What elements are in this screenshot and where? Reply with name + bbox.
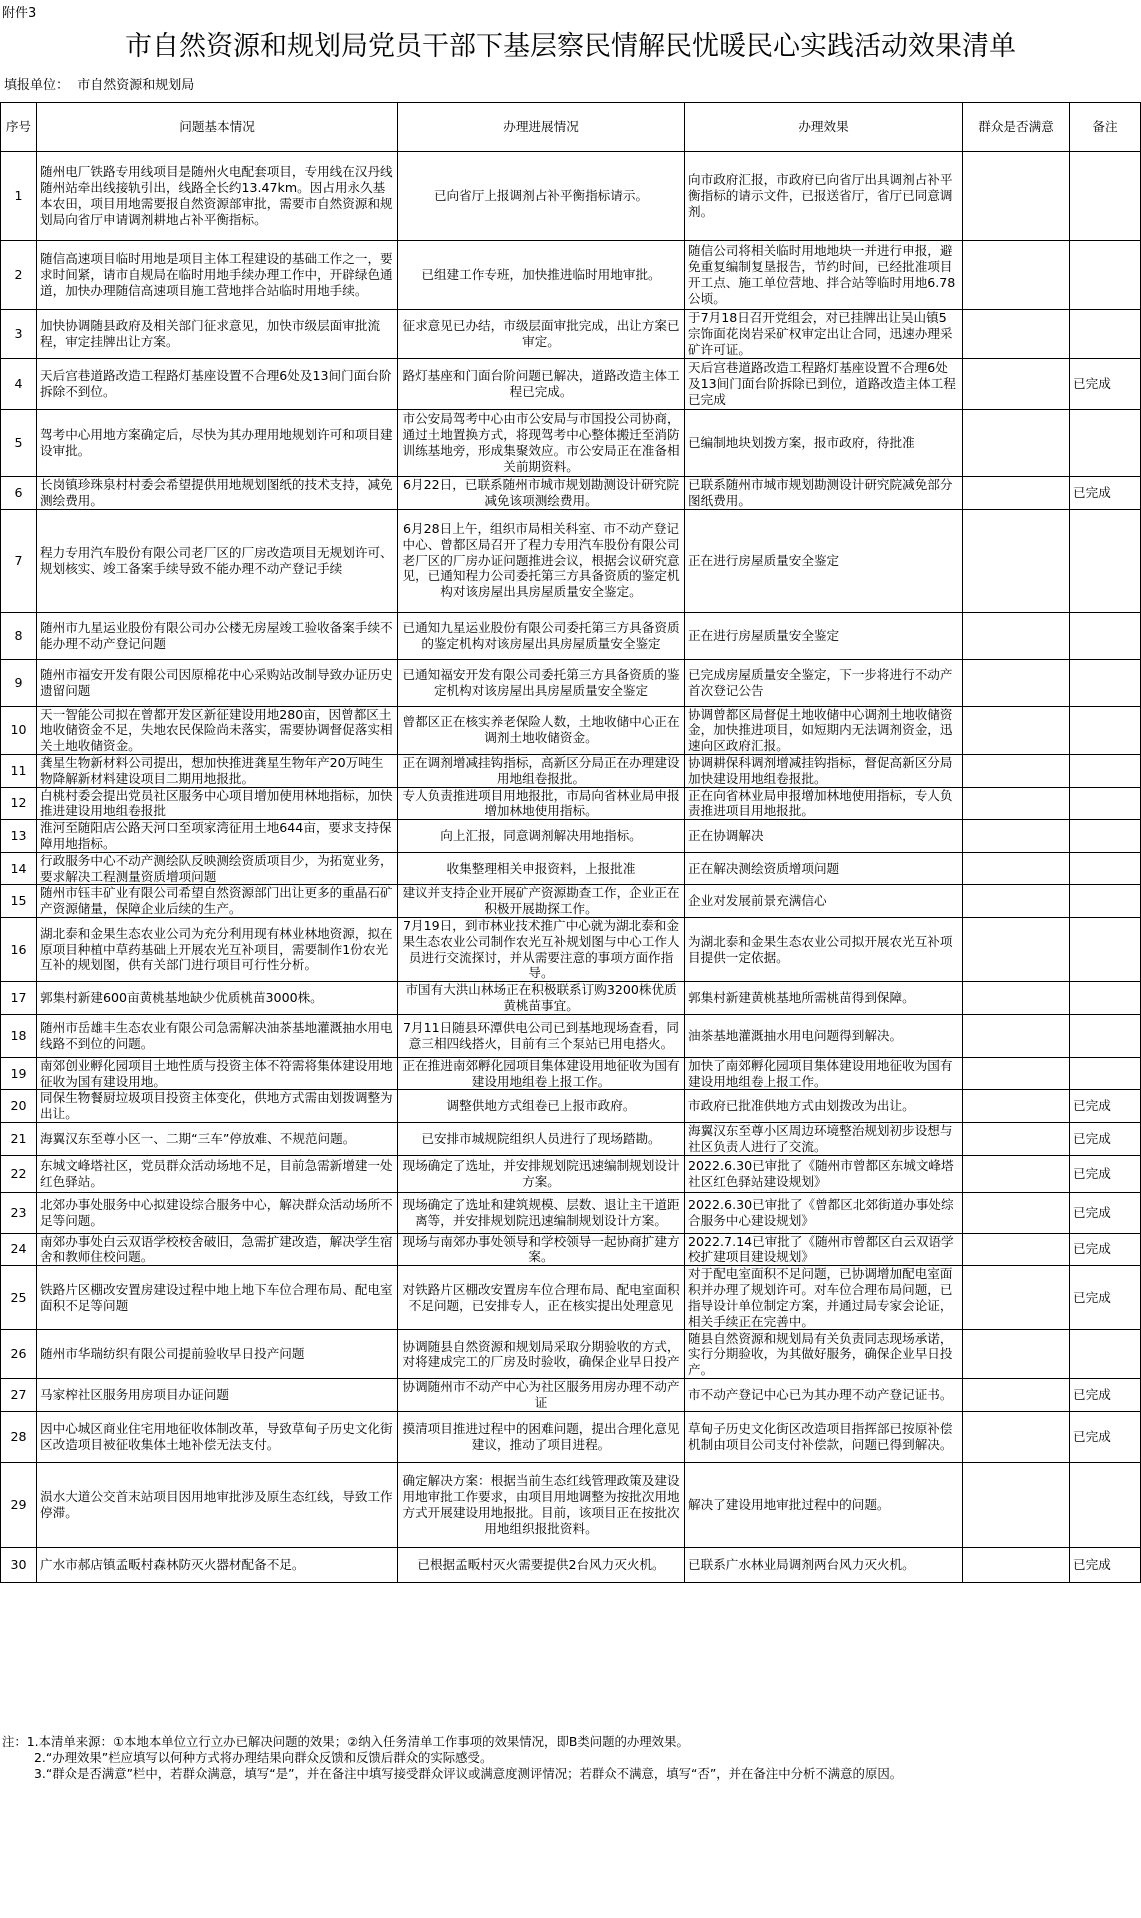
row-effect: 草甸子历史文化街区改造项目指挥部已按原补偿机制由项目公司支付补偿款，问题已得到解决。 — [685, 1411, 963, 1462]
row-no: 9 — [1, 659, 37, 706]
header-effect: 办理效果 — [685, 103, 963, 152]
row-satisfied — [963, 982, 1070, 1015]
row-effect: 正在解决测绘资质增项问题 — [685, 852, 963, 885]
row-no: 10 — [1, 706, 37, 754]
row-satisfied — [963, 359, 1070, 410]
row-no: 2 — [1, 241, 37, 310]
row-progress: 已通知福安开发有限公司委托第三方具备资质的鉴定机构对该房屋出具房屋质量安全鉴定 — [398, 659, 685, 706]
row-satisfied — [963, 1090, 1070, 1123]
row-satisfied — [963, 1411, 1070, 1462]
row-no: 11 — [1, 754, 37, 787]
row-issue: 驾考中心用地方案确定后，尽快为其办理用地规划许可和项目建设审批。 — [37, 410, 398, 477]
row-satisfied — [963, 706, 1070, 754]
row-progress: 已根据孟畈村灭火需要提供2台风力灭火机。 — [398, 1547, 685, 1582]
row-remark — [1070, 1014, 1141, 1057]
row-remark — [1070, 787, 1141, 820]
row-effect: 解决了建设用地审批过程中的问题。 — [685, 1462, 963, 1547]
table-row — [1, 1057, 1141, 1090]
row-effect: 随信公司将相关临时用地地块一并进行申报，避免重复编制复垦报告，节约时间，已经批准项目开工点、施工单位营地、拌合站等临时用地6.78公顷。 — [685, 241, 963, 310]
row-no: 12 — [1, 787, 37, 820]
row-no: 14 — [1, 852, 37, 885]
row-issue: 程力专用汽车股份有限公司老厂区的厂房改造项目无规划许可、规划核实、竣工备案手续导致不能办理不动产登记手续 — [37, 509, 398, 612]
table-row — [1, 1192, 1141, 1233]
row-effect: 为湖北泰和金果生态农业公司拟开展农光互补项目提供一定依据。 — [685, 917, 963, 981]
table-row — [1, 359, 1141, 410]
row-remark — [1070, 917, 1141, 981]
row-no: 19 — [1, 1057, 37, 1090]
effect-table — [0, 102, 1141, 1583]
table-row — [1, 1014, 1141, 1057]
row-progress: 调整供地方式组卷已上报市政府。 — [398, 1090, 685, 1123]
row-effect: 2022.7.14已审批了《随州市曾都区白云双语学校扩建项目建设规划》 — [685, 1233, 963, 1266]
row-effect: 加快了南郊孵化园项目集体建设用地征收为国有建设用地组卷上报工作。 — [685, 1057, 963, 1090]
row-remark — [1070, 982, 1141, 1015]
row-satisfied — [963, 1330, 1070, 1379]
row-remark — [1070, 509, 1141, 612]
row-progress: 协调随县自然资源和规划局采取分期验收的方式，对将建成完工的厂房及时验收，确保企业早日投产 — [398, 1330, 685, 1379]
row-progress: 现场确定了选址，并安排规划院迅速编制规划设计方案。 — [398, 1155, 685, 1192]
table-row — [1, 885, 1141, 918]
row-satisfied — [963, 1057, 1070, 1090]
row-remark — [1070, 885, 1141, 918]
row-no: 17 — [1, 982, 37, 1015]
footnote: 3.“群众是否满意”栏中，若群众满意，填写“是”，并在备注中填写接受群众评议或满意度测评情况；若群众不满意，填写“否”，并在备注中分析不满意的原因。 — [34, 1766, 903, 1781]
table-row — [1, 1330, 1141, 1379]
table-row — [1, 1155, 1141, 1192]
row-issue: 随信高速项目临时用地是项目主体工程建设的基础工作之一，要求时间紧，请市自规局在临时用地手续办理工作中，开辟绿色通道，加快办理随信高速项目施工营地拌合站临时用地手续。 — [37, 241, 398, 310]
row-progress: 协调随州市不动产中心为社区服务用房办理不动产证 — [398, 1379, 685, 1412]
row-progress: 征求意见已办结，市级层面审批完成，出让方案已审定。 — [398, 310, 685, 359]
row-progress: 6月22日，已联系随州市城市规划勘测设计研究院减免该项测绘费用。 — [398, 477, 685, 510]
row-no: 8 — [1, 612, 37, 659]
footnote: 注：1.本清单来源：①本地本单位立行立办已解决问题的效果；②纳入任务清单工作事项的效果情况，即B类问题的办理效果。 — [2, 1734, 689, 1749]
row-remark — [1070, 241, 1141, 310]
row-progress: 6月28日上午，组织市局相关科室、市不动产登记中心、曾都区局召开了程力专用汽车股份有限公司老厂区的厂房办证问题推进会议，根据会议研究意见，已通知程力公司委托第三方具备资质的鉴定机构对该房屋出具房屋质量安全鉴定。 — [398, 509, 685, 612]
row-satisfied — [963, 659, 1070, 706]
row-issue: 郭集村新建600亩黄桃基地缺少优质桃苗3000株。 — [37, 982, 398, 1015]
row-satisfied — [963, 1233, 1070, 1266]
row-satisfied — [963, 410, 1070, 477]
row-remark — [1070, 659, 1141, 706]
row-satisfied — [963, 612, 1070, 659]
row-progress: 市国有大洪山林场正在积极联系订购3200株优质黄桃苗事宜。 — [398, 982, 685, 1015]
row-no: 26 — [1, 1330, 37, 1379]
row-progress: 已向省厅上报调剂占补平衡指标请示。 — [398, 152, 685, 241]
row-no: 30 — [1, 1547, 37, 1582]
row-effect: 2022.6.30已审批了《随州市曾都区东城文峰塔社区红色驿站建设规划》 — [685, 1155, 963, 1192]
row-satisfied — [963, 310, 1070, 359]
row-no: 6 — [1, 477, 37, 510]
row-progress: 市公安局驾考中心由市公安局与市国投公司协商，通过土地置换方式，将现驾考中心整体搬迁至消防训练基地旁，形成集聚效应。市公安局正在准备相关前期资料。 — [398, 410, 685, 477]
row-no: 20 — [1, 1090, 37, 1123]
row-no: 27 — [1, 1379, 37, 1412]
row-satisfied — [963, 477, 1070, 510]
row-remark: 已完成 — [1070, 1192, 1141, 1233]
table-row — [1, 706, 1141, 754]
row-satisfied — [963, 1266, 1070, 1330]
table-row — [1, 1462, 1141, 1547]
table-body — [1, 152, 1141, 1583]
table-row — [1, 241, 1141, 310]
row-no: 29 — [1, 1462, 37, 1547]
table-row — [1, 982, 1141, 1015]
row-satisfied — [963, 1155, 1070, 1192]
row-remark — [1070, 706, 1141, 754]
row-progress: 确定解决方案：根据当前生态红线管理政策及建设用地审批工作要求，由项目用地调整为按批次用地方式开展建设用地报批。目前，该项目正在按批次用地组织报批资料。 — [398, 1462, 685, 1547]
row-remark — [1070, 410, 1141, 477]
row-satisfied — [963, 1547, 1070, 1582]
header-satisfied: 群众是否满意 — [963, 103, 1070, 152]
row-remark: 已完成 — [1070, 1122, 1141, 1155]
header-issue: 问题基本情况 — [37, 103, 398, 152]
row-effect: 郭集村新建黄桃基地所需桃苗得到保障。 — [685, 982, 963, 1015]
row-remark — [1070, 820, 1141, 853]
row-effect: 市政府已批准供地方式由划拨改为出让。 — [685, 1090, 963, 1123]
row-effect: 向市政府汇报，市政府已向省厅出具调剂占补平衡指标的请示文件，已报送省厅，省厅已同意调剂。 — [685, 152, 963, 241]
row-issue: 涢水大道公交首末站项目因用地审批涉及原生态红线，导致工作停滞。 — [37, 1462, 398, 1547]
row-effect: 海翼汉东至尊小区周边环境整治规划初步设想与社区负责人进行了交流。 — [685, 1122, 963, 1155]
row-progress: 现场确定了选址和建筑规模、层数、退让主干道距离等，并安排规划院迅速编制规划设计方案。 — [398, 1192, 685, 1233]
row-progress: 向上汇报，同意调剂解决用地指标。 — [398, 820, 685, 853]
row-issue: 随州市福安开发有限公司因原棉花中心采购站改制导致办证历史遗留问题 — [37, 659, 398, 706]
row-satisfied — [963, 241, 1070, 310]
row-satisfied — [963, 1014, 1070, 1057]
row-issue: 长岗镇珍珠泉村村委会希望提供用地规划图纸的技术支持，减免测绘费用。 — [37, 477, 398, 510]
row-issue: 天后宫巷道路改造工程路灯基座设置不合理6处及13间门面台阶拆除不到位。 — [37, 359, 398, 410]
table-row — [1, 509, 1141, 612]
row-remark: 已完成 — [1070, 1233, 1141, 1266]
table-row — [1, 612, 1141, 659]
table-row — [1, 754, 1141, 787]
row-no: 3 — [1, 310, 37, 359]
row-effect: 正在协调解决 — [685, 820, 963, 853]
row-issue: 随州电厂铁路专用线项目是随州火电配套项目，专用线在汉丹线随州站牵出线接轨引出，线路全长约13.47km。因占用永久基本农田，项目用地需要报自然资源部审批，需要市自然资源和规划局向省厅申请调剂耕地占补平衡指标。 — [37, 152, 398, 241]
row-progress: 7月19日，到市林业技术推广中心就为湖北泰和金果生态农业公司制作农光互补规划图与中心工作人员进行交流探讨，并从需要注意的事项方面作指导。 — [398, 917, 685, 981]
row-remark — [1070, 754, 1141, 787]
row-effect: 已编制地块划拨方案，报市政府，待批准 — [685, 410, 963, 477]
row-progress: 专人负责推进项目用地报批，市局向省林业局申报增加林地使用指标。 — [398, 787, 685, 820]
row-satisfied — [963, 1192, 1070, 1233]
row-remark — [1070, 1330, 1141, 1379]
table-row — [1, 1266, 1141, 1330]
row-effect: 2022.6.30已审批了《曾都区北郊街道办事处综合服务中心建设规划》 — [685, 1192, 963, 1233]
row-satisfied — [963, 885, 1070, 918]
row-remark: 已完成 — [1070, 359, 1141, 410]
row-progress: 正在推进南郊孵化园项目集体建设用地征收为国有建设用地组卷上报工作。 — [398, 1057, 685, 1090]
row-remark — [1070, 852, 1141, 885]
row-effect: 已完成房屋质量安全鉴定，下一步将进行不动产首次登记公告 — [685, 659, 963, 706]
row-progress: 已组建工作专班，加快推进临时用地审批。 — [398, 241, 685, 310]
row-issue: 铁路片区棚改安置房建设过程中地上地下车位合理布局、配电室面积不足等问题 — [37, 1266, 398, 1330]
row-issue: 随州市九星运业股份有限公司办公楼无房屋竣工验收备案手续不能办理不动产登记问题 — [37, 612, 398, 659]
row-progress: 摸清项目推进过程中的困难问题，提出合理化意见建议，推动了项目进程。 — [398, 1411, 685, 1462]
row-issue: 马家榨社区服务用房项目办证问题 — [37, 1379, 398, 1412]
unit-label: 填报单位： — [4, 78, 70, 93]
row-no: 21 — [1, 1122, 37, 1155]
row-no: 18 — [1, 1014, 37, 1057]
row-no: 15 — [1, 885, 37, 918]
row-issue: 龚星生物新材料公司提出，想加快推进龚星生物年产20万吨生物降解新材料建设项目二期用地报批。 — [37, 754, 398, 787]
row-no: 23 — [1, 1192, 37, 1233]
footnotes — [2, 1734, 902, 1782]
row-issue: 同保生物餐厨垃圾项目投资主体变化，供地方式需由划拨调整为出让。 — [37, 1090, 398, 1123]
row-issue: 海翼汉东至尊小区一、二期“三车”停放难、不规范问题。 — [37, 1122, 398, 1155]
table-row — [1, 917, 1141, 981]
row-remark — [1070, 152, 1141, 241]
row-effect: 企业对发展前景充满信心 — [685, 885, 963, 918]
table-row — [1, 410, 1141, 477]
row-issue: 加快协调随县政府及相关部门征求意见，加快市级层面审批流程，审定挂牌出让方案。 — [37, 310, 398, 359]
row-remark: 已完成 — [1070, 1155, 1141, 1192]
header-remark: 备注 — [1070, 103, 1141, 152]
header-no: 序号 — [1, 103, 37, 152]
row-satisfied — [963, 1122, 1070, 1155]
row-satisfied — [963, 852, 1070, 885]
row-remark — [1070, 1462, 1141, 1547]
row-effect: 天后宫巷道路改造工程路灯基座设置不合理6处及13间门面台阶拆除已到位，道路改造主体工程已完成 — [685, 359, 963, 410]
row-no: 7 — [1, 509, 37, 612]
row-no: 28 — [1, 1411, 37, 1462]
header-progress: 办理进展情况 — [398, 103, 685, 152]
row-issue: 随州市华瑞纺织有限公司提前验收早日投产问题 — [37, 1330, 398, 1379]
row-issue: 随州市岳雄丰生态农业有限公司急需解决油茶基地灌溉抽水用电线路不到位的问题。 — [37, 1014, 398, 1057]
row-progress: 曾都区正在核实养老保险人数，土地收储中心正在调剂土地收储资金。 — [398, 706, 685, 754]
table-row — [1, 852, 1141, 885]
table-row — [1, 1411, 1141, 1462]
row-effect: 正在向省林业局申报增加林地使用指标，专人负责推进项目用地报批。 — [685, 787, 963, 820]
row-issue: 因中心城区商业住宅用地征收体制改革，导致草甸子历史文化街区改造项目被征收集体土地补偿无法支付。 — [37, 1411, 398, 1462]
row-issue: 南郊创业孵化园项目土地性质与投资主体不符需将集体建设用地征收为国有建设用地。 — [37, 1057, 398, 1090]
page-title: 市自然资源和规划局党员干部下基层察民情解民忧暖民心实践活动效果清单 — [125, 31, 1016, 62]
row-effect: 正在进行房屋质量安全鉴定 — [685, 509, 963, 612]
row-effect: 于7月18日召开党组会，对已挂牌出让吴山镇5宗饰面花岗岩采矿权审定出让合同，迅速办理采矿许可证。 — [685, 310, 963, 359]
row-issue: 随州市钰丰矿业有限公司希望自然资源部门出让更多的重晶石矿产资源储量，保障企业后续的生产。 — [37, 885, 398, 918]
row-progress: 建议并支持企业开展矿产资源勘查工作，企业正在积极开展勘探工作。 — [398, 885, 685, 918]
footnote: 2.“办理效果”栏应填写以何种方式将办理结果向群众反馈和反馈后群众的实际感受。 — [34, 1750, 493, 1765]
row-effect: 协调曾都区局督促土地收储中心调剂土地收储资金，加快推进项目，如短期内无法调剂资金，迅速向区政府汇报。 — [685, 706, 963, 754]
table-row — [1, 477, 1141, 510]
row-no: 13 — [1, 820, 37, 853]
row-effect: 正在进行房屋质量安全鉴定 — [685, 612, 963, 659]
row-no: 25 — [1, 1266, 37, 1330]
row-remark: 已完成 — [1070, 1090, 1141, 1123]
row-remark: 已完成 — [1070, 477, 1141, 510]
row-progress: 收集整理相关申报资料，上报批准 — [398, 852, 685, 885]
row-no: 24 — [1, 1233, 37, 1266]
row-no: 4 — [1, 359, 37, 410]
row-effect: 随县自然资源和规划局有关负责同志现场承诺，实行分期验收，为其做好服务，确保企业早日投产。 — [685, 1330, 963, 1379]
row-effect: 对于配电室面积不足问题，已协调增加配电室面积并办理了规划许可。对车位合理布局问题，已指导设计单位制定方案，并通过局专家会论证，相关手续正在完善中。 — [685, 1266, 963, 1330]
row-remark — [1070, 1057, 1141, 1090]
table-row — [1, 1122, 1141, 1155]
row-effect: 油茶基地灌溉抽水用电问题得到解决。 — [685, 1014, 963, 1057]
row-remark — [1070, 310, 1141, 359]
row-satisfied — [963, 787, 1070, 820]
row-satisfied — [963, 152, 1070, 241]
reporting-unit — [4, 74, 194, 93]
row-progress: 正在调剂增减挂钩指标，高新区分局正在办理建设用地组卷报批。 — [398, 754, 685, 787]
row-issue: 广水市郝店镇孟畈村森林防灭火器材配备不足。 — [37, 1547, 398, 1582]
table-row — [1, 1547, 1141, 1582]
row-no: 16 — [1, 917, 37, 981]
row-progress: 路灯基座和门面台阶问题已解决，道路改造主体工程已完成。 — [398, 359, 685, 410]
row-progress: 7月11日随县环潭供电公司已到基地现场查看，同意三相四线搭火，目前有三个泵站已用电搭火。 — [398, 1014, 685, 1057]
row-issue: 白桃村委会提出党员社区服务中心项目增加使用林地指标，加快推进建设用地组卷报批 — [37, 787, 398, 820]
row-issue: 湖北泰和金果生态农业公司为充分利用现有林业林地资源，拟在原项目种植中草药基础上开展农光互补项目，需要制作1份农光互补的规划图，供有关部门进行项目可行性分析。 — [37, 917, 398, 981]
attachment-label: 附件3 — [2, 6, 37, 21]
row-issue: 北郊办事处服务中心拟建设综合服务中心，解决群众活动场所不足等问题。 — [37, 1192, 398, 1233]
row-effect: 市不动产登记中心已为其办理不动产登记证书。 — [685, 1379, 963, 1412]
table-row — [1, 310, 1141, 359]
row-effect: 协调耕保科调剂增减挂钩指标，督促高新区分局加快建设用地组卷报批。 — [685, 754, 963, 787]
row-effect: 已联系随州市城市规划勘测设计研究院减免部分图纸费用。 — [685, 477, 963, 510]
row-satisfied — [963, 820, 1070, 853]
row-remark — [1070, 612, 1141, 659]
table-row — [1, 787, 1141, 820]
row-remark: 已完成 — [1070, 1411, 1141, 1462]
table-row — [1, 820, 1141, 853]
row-progress: 已安排市城规院组织人员进行了现场踏勘。 — [398, 1122, 685, 1155]
row-satisfied — [963, 917, 1070, 981]
row-no: 5 — [1, 410, 37, 477]
row-progress: 已通知九星运业股份有限公司委托第三方具备资质的鉴定机构对该房屋出具房屋质量安全鉴定 — [398, 612, 685, 659]
table-row — [1, 1379, 1141, 1412]
unit-value: 市自然资源和规划局 — [77, 78, 195, 93]
row-progress: 现场与南郊办事处领导和学校领导一起协商扩建方案。 — [398, 1233, 685, 1266]
table-header-row — [1, 103, 1141, 152]
table-row — [1, 152, 1141, 241]
table-row — [1, 1090, 1141, 1123]
row-issue: 东城文峰塔社区，党员群众活动场地不足，目前急需新增建一处红色驿站。 — [37, 1155, 398, 1192]
row-satisfied — [963, 509, 1070, 612]
table-row — [1, 1233, 1141, 1266]
row-satisfied — [963, 1379, 1070, 1412]
row-effect: 已联系广水林业局调剂两台风力灭火机。 — [685, 1547, 963, 1582]
row-issue: 行政服务中心不动产测绘队反映测绘资质项目少，为拓宽业务，要求解决工程测量资质增项问题 — [37, 852, 398, 885]
table-row — [1, 659, 1141, 706]
row-progress: 对铁路片区棚改安置房车位合理布局、配电室面积不足问题，已安排专人，正在核实提出处理意见 — [398, 1266, 685, 1330]
row-satisfied — [963, 1462, 1070, 1547]
row-remark: 已完成 — [1070, 1547, 1141, 1582]
row-satisfied — [963, 754, 1070, 787]
row-issue: 淮河至随阳店公路天河口至项家湾征用土地644亩，要求支持保障用地指标。 — [37, 820, 398, 853]
row-remark: 已完成 — [1070, 1266, 1141, 1330]
row-no: 22 — [1, 1155, 37, 1192]
row-no: 1 — [1, 152, 37, 241]
row-remark: 已完成 — [1070, 1379, 1141, 1412]
row-issue: 南郊办事处白云双语学校校舍破旧，急需扩建改造，解决学生宿舍和教师住校问题。 — [37, 1233, 398, 1266]
row-issue: 天一智能公司拟在曾都开发区新征建设用地280亩，因曾都区土地收储资金不足，失地农民保险尚未落实，需要协调督促落实相关土地收储资金。 — [37, 706, 398, 754]
